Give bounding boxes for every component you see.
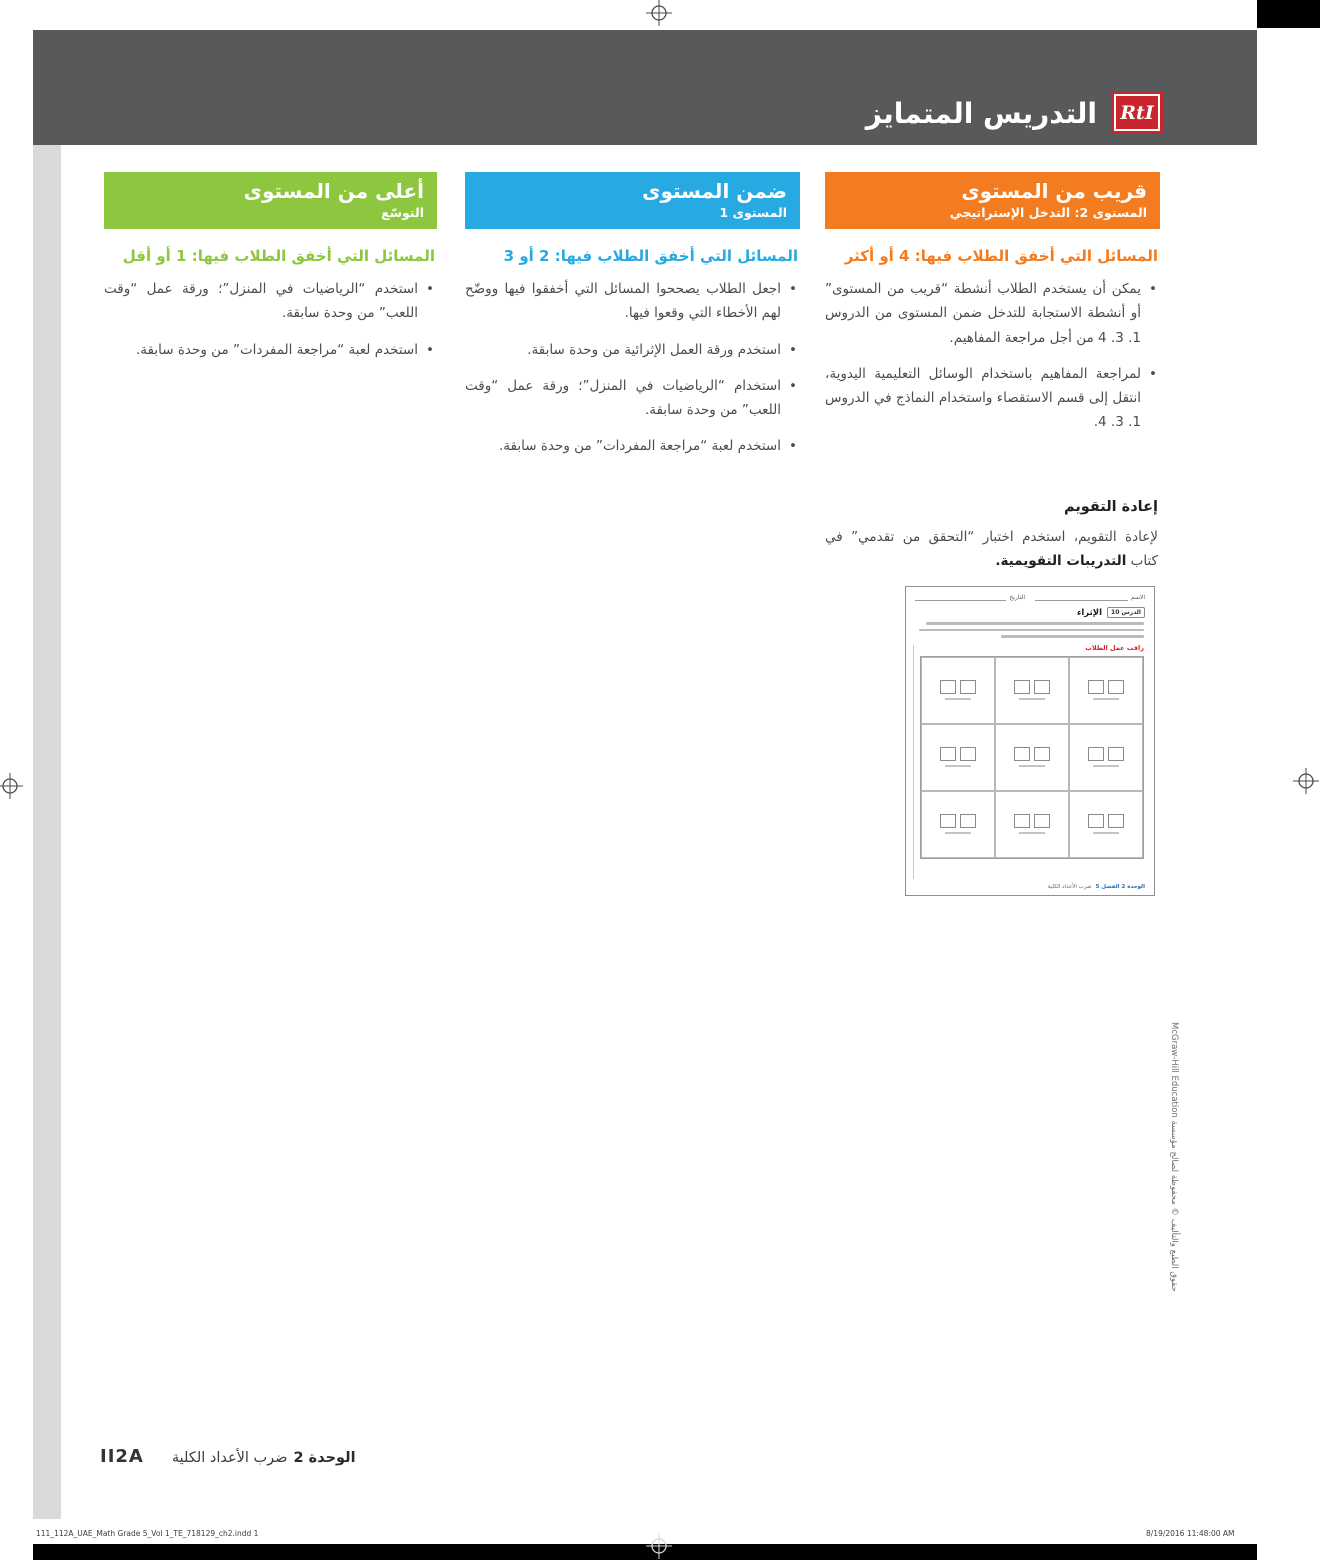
worksheet-answer-box	[1034, 814, 1050, 828]
copyright-text: حقوق الطبع والتأليف © محفوظة لصالح مؤسسة McGraw-Hill Education	[1169, 1022, 1179, 1292]
bullet-list	[104, 277, 437, 362]
worksheet-answer-box	[940, 814, 956, 828]
worksheet-margin-line	[913, 645, 914, 879]
worksheet-answer-box	[1088, 680, 1104, 694]
worksheet-cell	[995, 791, 1069, 858]
worksheet-cell	[921, 657, 995, 724]
worksheet-date-label: التاريخ	[1009, 594, 1025, 602]
bullet-list	[465, 277, 800, 459]
worksheet-answer-box	[1108, 680, 1124, 694]
worksheet-problem-line	[945, 765, 971, 767]
level-header-above-level	[104, 172, 437, 229]
worksheet-answer-box	[1034, 747, 1050, 761]
worksheet-date-line	[915, 594, 1006, 601]
registration-mark-top-icon	[646, 0, 672, 26]
worksheet-answer-box	[1014, 814, 1030, 828]
print-info-right: 8/19/2016 11:48:00 AM	[1146, 1529, 1235, 1538]
unit-label: الوحدة 2	[293, 1450, 356, 1466]
worksheet-answer-box	[940, 747, 956, 761]
worksheet-name-date-row	[915, 594, 1145, 601]
bullet-item: • استخدام “الرياضيات في المنزل”؛ ورقة عمل “وقت اللعب” من وحدة سابقة.	[465, 374, 798, 423]
bullet-item: • استخدم لعبة “مراجعة المفردات” من وحدة سابقة.	[104, 338, 435, 362]
registration-mark-left-icon	[0, 773, 23, 799]
worksheet-name-label: الاسم	[1130, 594, 1145, 602]
page-footer	[100, 1446, 356, 1467]
worksheet-problem-line	[1093, 765, 1119, 767]
bullet-item: • اجعل الطلاب يصححوا المسائل التي أخفقوا فيها ووضّح لهم الأخطاء التي وقعوا فيها.	[465, 277, 798, 326]
worksheet-cell	[1069, 791, 1143, 858]
worksheet-problem-line	[945, 698, 971, 700]
bottom-bleed-bar	[33, 1544, 1257, 1560]
level-subtitle: المستوى 2: التدخل الإستراتيجي	[949, 205, 1147, 220]
worksheet-cell	[921, 724, 995, 791]
worksheet-footer-label: الوحدة 2 الفصل 5	[1095, 884, 1145, 891]
reassessment-text	[825, 525, 1158, 574]
level-subtitle: التوسّع	[381, 205, 424, 220]
worksheet-thumbnail	[905, 586, 1155, 896]
column-above-level	[104, 172, 437, 374]
worksheet-answer-box	[960, 814, 976, 828]
worksheet-problem-line	[1019, 765, 1045, 767]
worksheet-name-line	[1035, 594, 1128, 601]
page-number: II2A	[100, 1446, 144, 1467]
unit-footer-text	[172, 1450, 356, 1466]
worksheet-text-line	[919, 629, 1144, 632]
level-header-on-level	[465, 172, 800, 229]
registration-mark-right-icon	[1293, 768, 1319, 794]
copyright-vertical-text	[1162, 1022, 1180, 1322]
bullet-item: • يمكن أن يستخدم الطلاب أنشطة “قريب من المستوى” أو أنشطة الاستجابة للتدخل ضمن المستوى من الدروس 1. 3. 4 من أجل مراجعة المفاهيم.	[825, 277, 1158, 350]
worksheet-footer	[915, 880, 1145, 890]
worksheet-cell	[995, 724, 1069, 791]
column-approaching-level	[825, 172, 1160, 896]
worksheet-problem-line	[1019, 832, 1045, 834]
worksheet-cell	[1069, 724, 1143, 791]
failed-problems-heading: المسائل التي أخفق الطلاب فيها: 2 أو 3	[503, 247, 798, 265]
worksheet-answer-box	[1034, 680, 1050, 694]
worksheet-answer-box	[1014, 747, 1030, 761]
worksheet-problem-line	[1019, 698, 1045, 700]
worksheet-answer-box	[960, 680, 976, 694]
worksheet-answer-box	[1108, 814, 1124, 828]
worksheet-text-line	[926, 622, 1145, 625]
worksheet-answer-box	[960, 747, 976, 761]
worksheet-problem-line	[1093, 698, 1119, 700]
rti-logo: RtI	[1114, 94, 1160, 131]
worksheet-cell	[1069, 657, 1143, 724]
top-right-bleed-bar	[1257, 0, 1320, 28]
bullet-item: • استخدم لعبة “مراجعة المفردات” من وحدة سابقة.	[465, 434, 798, 458]
failed-problems-heading: المسائل التي أخفق الطلاب فيها: 1 أو أقل	[122, 247, 435, 265]
worksheet-cell	[921, 791, 995, 858]
bullet-item: • لمراجعة المفاهيم باستخدام الوسائل التعليمية اليدوية، انتقل إلى قسم الاستقصاء واستخدام النماذج في الدروس 1. 3. 4.	[825, 362, 1158, 435]
worksheet-answer-box	[940, 680, 956, 694]
level-title: ضمن المستوى	[642, 179, 787, 203]
level-title: أعلى من المستوى	[243, 179, 424, 203]
registration-mark-bottom-icon	[646, 1533, 672, 1559]
bullet-item: • استخدم ورقة العمل الإثرائية من وحدة سابقة.	[465, 338, 798, 362]
worksheet-lesson-badge: الدرس 10	[1107, 607, 1145, 618]
worksheet-monitor-label: راقب عمل الطلاب	[1085, 643, 1144, 652]
bullet-list	[825, 277, 1160, 435]
bullet-item: • استخدم “الرياضيات في المنزل”؛ ورقة عمل “وقت اللعب” من وحدة سابقة.	[104, 277, 435, 326]
worksheet-answer-box	[1088, 747, 1104, 761]
worksheet-grid	[920, 656, 1144, 859]
print-info-left: 111_112A_UAE_Math Grade 5_Vol 1_TE_718129_ch2.indd 1	[36, 1529, 259, 1538]
reassessment-text-body: لإعادة التقويم، استخدم اختبار “التحقق من تقدمي” في كتاب	[825, 528, 1158, 570]
reassessment-heading: إعادة التقويم	[1063, 498, 1158, 515]
column-on-level	[465, 172, 800, 471]
worksheet-answer-box	[1014, 680, 1030, 694]
worksheet-cell	[995, 657, 1069, 724]
page-title: التدريس المتمايز	[865, 97, 1097, 130]
unit-title: ضرب الأعداد الكلية	[171, 1450, 288, 1466]
worksheet-answer-box	[1108, 747, 1124, 761]
level-header-approaching	[825, 172, 1160, 229]
worksheet-title-row	[915, 607, 1145, 618]
worksheet-problem-line	[1093, 832, 1119, 834]
failed-problems-heading: المسائل التي أخفق الطلاب فيها: 4 أو أكثر	[844, 247, 1158, 265]
worksheet-problem-line	[945, 832, 971, 834]
worksheet-footer-title: ضرب الأعداد الكلية	[1047, 884, 1092, 891]
header-band	[33, 30, 1257, 145]
level-title: قريب من المستوى	[961, 179, 1147, 203]
worksheet-answer-box	[1088, 814, 1104, 828]
level-subtitle: المستوى 1	[719, 205, 787, 220]
worksheet-title: الإثراء	[1077, 607, 1103, 618]
left-margin-strip	[33, 30, 61, 1519]
reassessment-text-bold: التدريبات التقويمية.	[995, 553, 1127, 570]
worksheet-text-line	[1001, 635, 1144, 638]
